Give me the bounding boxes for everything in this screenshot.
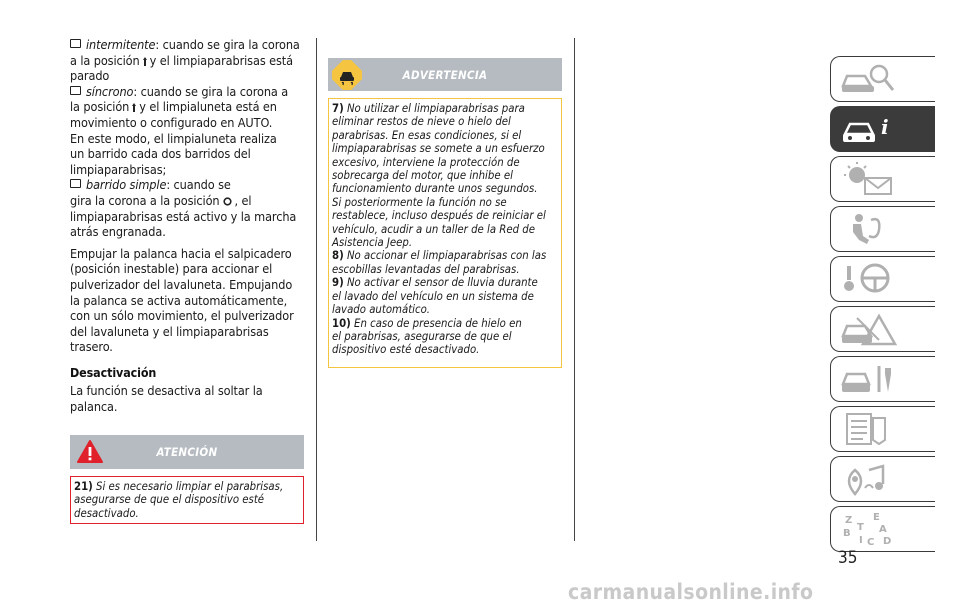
svg-text:B: B — [843, 528, 851, 539]
tab-multimedia[interactable] — [830, 456, 935, 502]
term-barrido-simple: barrido simple — [86, 177, 167, 193]
svg-text:C: C — [867, 537, 875, 548]
list-item-intermitente: intermitente: cuando se gira la corona a la posición y el limpiaparabrisas está parado — [70, 37, 300, 84]
list-item-barrido-simple: barrido simple: cuando se gira la corona a la posición , el limpiaparabrisas está activo y la marcha atrás engranada. — [70, 177, 297, 240]
airbag-seat-icon — [839, 210, 899, 248]
attention-body: 21) Si es necesario limpiar el parabrisas, asegurarse de que el dispositivo esté desactivado. — [70, 476, 304, 524]
alphabetical-index-icon — [839, 510, 899, 548]
tab-alphabetical-index[interactable] — [830, 506, 935, 552]
checkbox-bullet-icon — [70, 179, 81, 188]
single-wipe-icon — [223, 197, 232, 206]
car-search-icon — [839, 60, 899, 98]
svg-text:T: T — [857, 522, 864, 533]
left-column — [70, 37, 310, 415]
note-number: 21) — [74, 480, 93, 493]
tab-emergency[interactable] — [830, 306, 935, 352]
paragraph-washer: Empujar la palanca hacia el salpicadero (posición inestable) para accionar el pulverizador del lavaluneta. Empujando la palanca se activa automáticamente, con un sólo movimiento, el pulverizador del lavaluneta y el limpiaparabrisas trasero. — [70, 245, 294, 355]
car-info-icon — [839, 110, 899, 148]
tab-dashboard-controls[interactable] — [830, 106, 935, 152]
checkbox-bullet-icon — [70, 86, 81, 95]
warning-lights-icon — [839, 160, 899, 198]
steering-wheel-icon — [839, 260, 899, 298]
svg-text:A: A — [879, 524, 887, 535]
svg-text:D: D — [883, 536, 892, 547]
tab-vehicle-overview[interactable] — [830, 56, 935, 102]
car-emergency-icon — [839, 310, 899, 348]
tab-warning-lights[interactable] — [830, 156, 935, 202]
wiper-intermittent-icon — [143, 57, 147, 66]
checkbox-bullet-icon — [70, 39, 81, 48]
warning-header — [328, 58, 562, 91]
tab-starting-driving[interactable] — [830, 256, 935, 302]
wiper-intermittent-icon — [132, 103, 136, 112]
watermark: carmanualsonline.info — [568, 580, 814, 604]
attention-header — [70, 435, 304, 469]
term-intermitente: intermitente — [86, 37, 156, 52]
tab-maintenance[interactable] — [830, 356, 935, 402]
attention-title: ATENCIÓN — [156, 445, 218, 459]
warning-title: ADVERTENCIA — [402, 67, 488, 82]
svg-text:E: E — [873, 512, 880, 523]
car-service-icon — [839, 360, 899, 398]
list-item-sincrono: síncrono: cuando se gira la corona a la posición y el limpialuneta está en movimiento o configurado en AUTO. En este modo, el limpialuneta realiza un barrido cada dos barridos del limpiaparabrisas; — [70, 83, 289, 177]
tab-technical-data[interactable] — [830, 406, 935, 452]
svg-text:i: i — [881, 115, 889, 139]
paragraph-deactivation: La función se desactiva al soltar la palanca. — [70, 383, 263, 415]
multimedia-icon — [839, 460, 899, 498]
term-sincrono: síncrono — [86, 83, 134, 99]
section-heading: Desactivación — [70, 364, 157, 380]
technical-data-icon — [839, 410, 899, 448]
svg-text:I: I — [859, 535, 863, 546]
column-divider — [316, 38, 317, 541]
tab-safety[interactable] — [830, 206, 935, 252]
page-number: 35 — [838, 548, 858, 568]
column-divider — [574, 38, 575, 541]
warning-body: 7) No utilizar el limpiaparabrisas para eliminar restos de nieve o hielo del parabrisas. En esas condiciones, si el limpiaparabrisas se somete a un esfuerzo excesivo, interviene la protección de sobrecarga del motor, que inhibe el funcionamiento durante unos segundos. Si posteriormente la función no se restablece, incluso después de reiniciar el vehículo, acudir a un taller de la Red de Asistencia Jeep. 8) No accionar el limpiaparabrisas con las escobillas levantadas del parabrisas. 9) No activar el sensor de lluvia durante el lavado del vehículo en un sistema de lavado automático. 10) En caso de presencia de hielo en el parabrisas, asegurarse de que el dispositivo esté desactivado. — [328, 98, 562, 368]
svg-text:Z: Z — [845, 515, 853, 526]
